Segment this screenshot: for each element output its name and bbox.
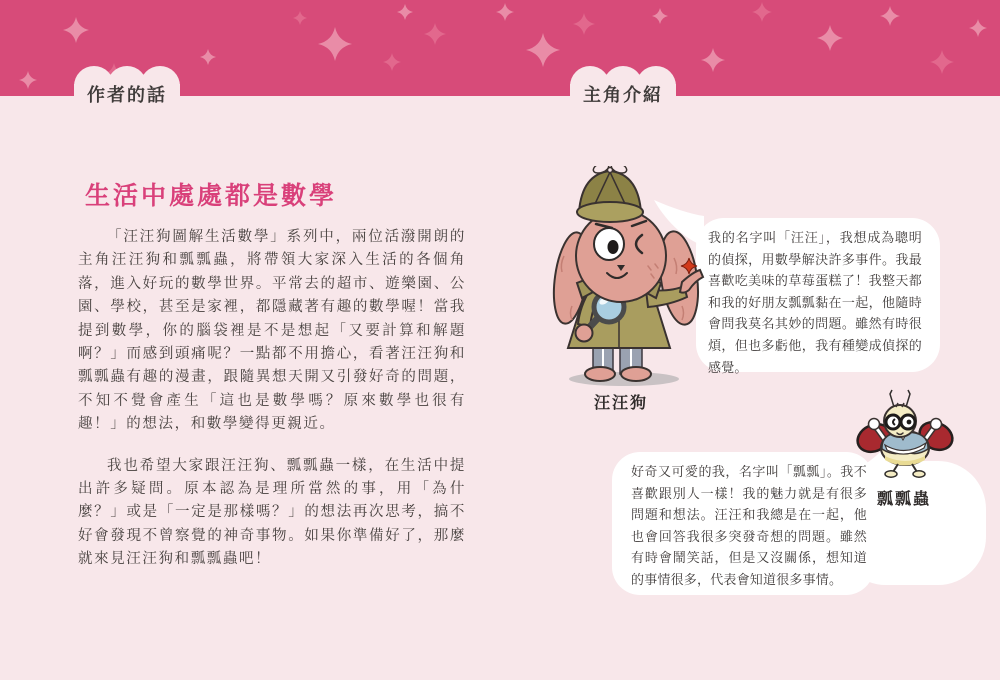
tab-character-intro-label: 主角介紹: [583, 85, 663, 105]
dog-paw: [576, 325, 593, 342]
bug-name-label: 瓢瓢蟲: [877, 491, 932, 508]
author-paragraph-2: 我也希望大家跟汪汪狗、瓢瓢蟲一樣，在生活中提出許多疑問。原本認為是理所當然的事，用「為什麼？」或是「一定是那樣嗎？」的想法再次思考，搞不好會發現不曾察覺的神奇事物。如果你準備好了，那麼就來見汪汪狗和瓢瓢蟲吧！: [78, 457, 466, 568]
author-paragraph-1: 「汪汪狗圖解生活數學」系列中，兩位活潑開朗的主角汪汪狗和瓢瓢蟲，將帶領大家深入生活的各個角落，進入好玩的數學世界。平常去的超市、遊樂園、公園、學校，甚至是家裡，都隱藏著有趣的數學喔！當我提到數學，你的腦袋裡是不是想起「又要計算和解題啊？」而感到頭痛呢？一點都不用擔心，看著汪汪狗和瓢瓢蟲有趣的漫畫，跟隨異想天開又引發好奇的問題，不知不覺會產生「這也是數學嗎？原來數學也很有趣！」的想法，和數學變得更親近。: [78, 229, 466, 433]
bug-head: [884, 403, 916, 437]
bug-speech-text: 好奇又可愛的我，名字叫「瓢瓢」。我不喜歡跟別人一樣！我的魅力就是有很多問題和想法。汪汪和我總是在一起，他也會回答我很多突發奇想的問題。雖然有時會鬧笑話，但是又沒關係，想知道的事情很多，代表會知道很多事情。: [631, 464, 867, 587]
dog-detective-illustration: [552, 166, 724, 390]
dog-speech-text: 我的名字叫「汪汪」，我想成為聰明的偵探，用數學解決許多事件。我最喜歡吃美味的草莓蛋糕了！我整天都和我的好朋友瓢瓢黏在一起，他隨時會問我莫名其妙的問題。雖然有時很煩，但也多虧他，我有種變成偵探的感覺。: [708, 230, 922, 375]
tab-character-intro: [570, 66, 676, 112]
tab-authors-note: [74, 66, 180, 112]
tab-authors-note-label: 作者的話: [87, 85, 167, 105]
page-title: 生活中處處都是數學: [85, 182, 338, 210]
dog-name-label: 汪汪狗: [594, 395, 649, 412]
dog-head: [576, 210, 666, 302]
bug-illustration: [848, 386, 960, 492]
author-note-text: [78, 226, 466, 590]
detective-hat: [577, 166, 643, 222]
